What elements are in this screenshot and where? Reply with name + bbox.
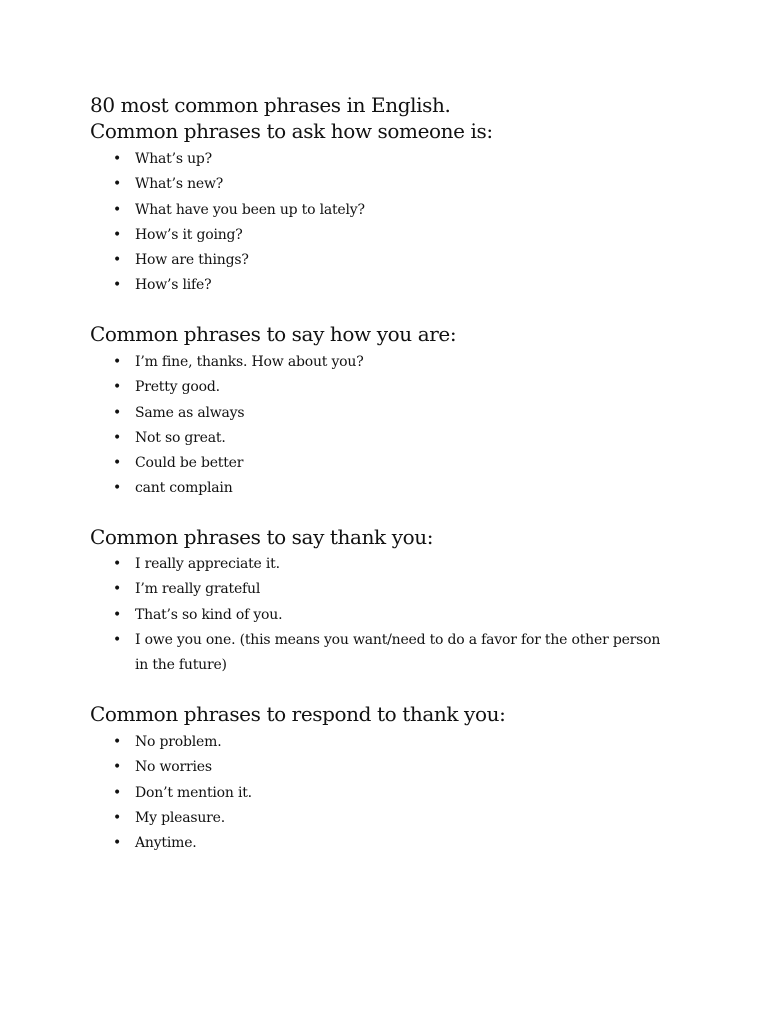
list-item-text: How’s it going? bbox=[135, 226, 243, 243]
list-item-text: What’s up? bbox=[135, 151, 212, 167]
section-heading-respond-to-thank-you: Common phrases to respond to thank you: bbox=[90, 702, 506, 726]
phrase-list-say-how-you-are bbox=[90, 350, 670, 502]
phrase-list-ask-how-someone-is bbox=[90, 147, 670, 299]
list-item bbox=[90, 628, 670, 678]
phrase-list-say-thank-you bbox=[90, 552, 670, 678]
bullet-icon: • bbox=[113, 252, 122, 269]
list-item-text: Pretty good. bbox=[135, 379, 220, 396]
list-item-text: What’s new? bbox=[135, 176, 224, 193]
list-item-text: Don’t mention it. bbox=[135, 784, 252, 801]
bullet-icon: • bbox=[113, 835, 122, 852]
list-item-text: My pleasure. bbox=[135, 809, 225, 826]
list-item-text: I’m fine, thanks. How about you? bbox=[135, 354, 364, 370]
phrase-list-respond-to-thank-you bbox=[90, 730, 670, 856]
list-item-text: That’s so kind of you. bbox=[135, 606, 283, 623]
bullet-icon: • bbox=[113, 631, 122, 648]
list-item bbox=[90, 577, 670, 602]
list-item bbox=[90, 552, 670, 577]
list-item bbox=[90, 730, 670, 755]
list-item bbox=[90, 451, 670, 476]
section-heading-ask-how-someone-is: Common phrases to ask how someone is: bbox=[90, 119, 493, 143]
list-item-text: cant complain bbox=[135, 480, 233, 497]
list-item-text: I really appreciate it. bbox=[135, 556, 280, 572]
bullet-icon: • bbox=[113, 455, 122, 472]
section-heading-say-how-you-are: Common phrases to say how you are: bbox=[90, 322, 457, 346]
list-item bbox=[90, 755, 670, 780]
section-heading-say-thank-you: Common phrases to say thank you: bbox=[90, 525, 434, 549]
bullet-icon: • bbox=[113, 784, 122, 801]
bullet-icon: • bbox=[113, 201, 122, 218]
bullet-icon: • bbox=[113, 379, 122, 396]
list-item bbox=[90, 476, 670, 501]
list-item-text: Not so great. bbox=[135, 429, 226, 446]
bullet-icon: • bbox=[113, 759, 122, 776]
bullet-icon: • bbox=[113, 226, 122, 243]
list-item-text: Could be better bbox=[135, 455, 244, 472]
bullet-icon: • bbox=[113, 480, 122, 497]
list-item bbox=[90, 147, 670, 172]
list-item bbox=[90, 781, 670, 806]
list-item-text: No problem. bbox=[135, 734, 222, 750]
list-item-text: I owe you one. (this means you want/need to do a favor for the other person in the future) bbox=[135, 631, 661, 673]
list-item-text: What have you been up to lately? bbox=[135, 201, 365, 218]
list-item bbox=[90, 375, 670, 400]
bullet-icon: • bbox=[113, 556, 122, 572]
bullet-icon: • bbox=[113, 404, 122, 421]
bullet-icon: • bbox=[113, 809, 122, 826]
list-item-text: How are things? bbox=[135, 252, 249, 269]
list-item bbox=[90, 603, 670, 628]
bullet-icon: • bbox=[113, 354, 122, 370]
list-item bbox=[90, 350, 670, 375]
bullet-icon: • bbox=[113, 581, 122, 598]
list-item bbox=[90, 223, 670, 248]
list-item-text: How’s life? bbox=[135, 277, 212, 294]
bullet-icon: • bbox=[113, 151, 122, 167]
document-title: 80 most common phrases in English. bbox=[90, 93, 451, 117]
list-item bbox=[90, 831, 670, 856]
bullet-icon: • bbox=[113, 277, 122, 294]
list-item bbox=[90, 273, 670, 298]
bullet-icon: • bbox=[113, 734, 122, 750]
bullet-icon: • bbox=[113, 429, 122, 446]
list-item bbox=[90, 806, 670, 831]
list-item-text: Same as always bbox=[135, 404, 245, 421]
list-item bbox=[90, 426, 670, 451]
list-item bbox=[90, 401, 670, 426]
list-item bbox=[90, 172, 670, 197]
list-item bbox=[90, 198, 670, 223]
list-item-text: Anytime. bbox=[135, 835, 197, 852]
bullet-icon: • bbox=[113, 176, 122, 193]
bullet-icon: • bbox=[113, 606, 122, 623]
list-item bbox=[90, 248, 670, 273]
list-item-text: I’m really grateful bbox=[135, 581, 261, 598]
list-item-text: No worries bbox=[135, 759, 212, 776]
